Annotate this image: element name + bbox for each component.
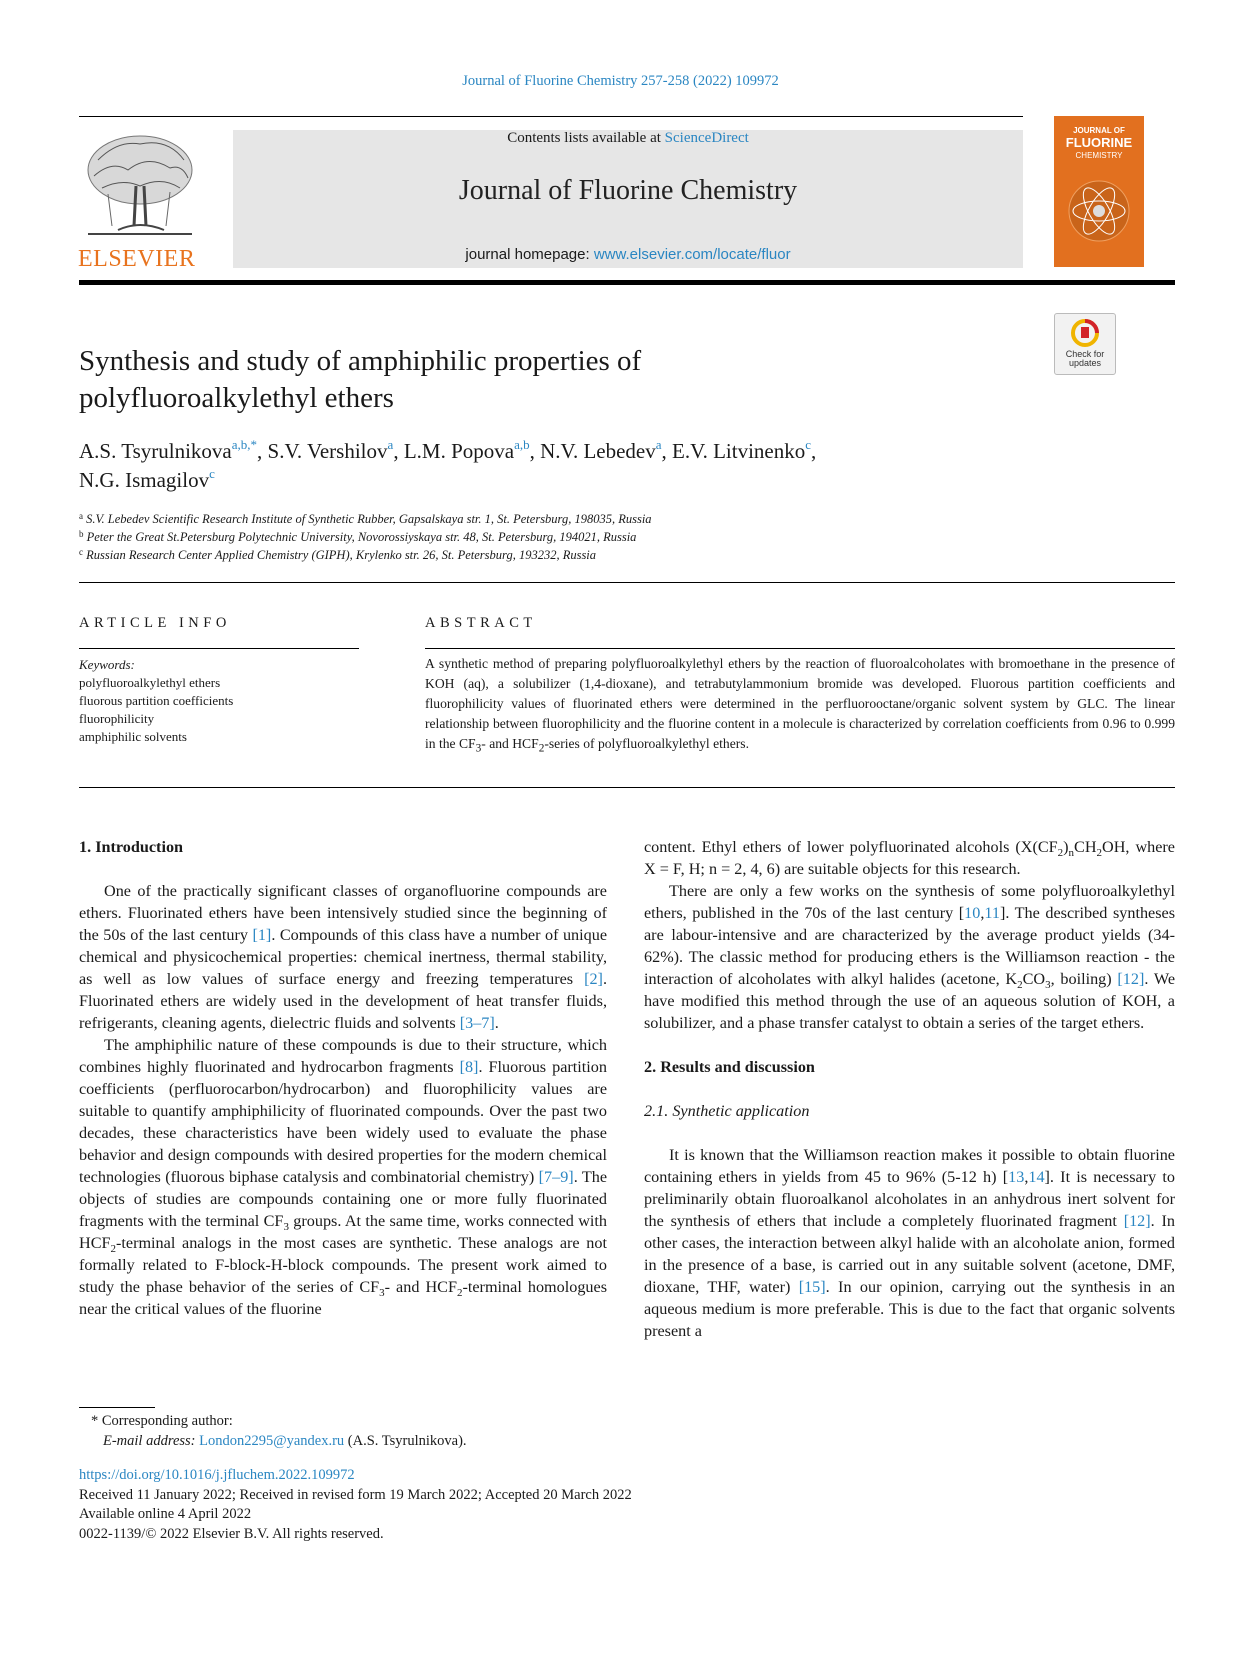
journal-name: Journal of Fluorine Chemistry [458, 175, 798, 206]
paragraph: There are only a few works on the synthesis of some polyfluoroalkylethyl ethers, published in the 70s of the last century [10,11]. The described syntheses are labour-intensive and are characterized by the average product yields (34-62%). The classic method for producing ethers is the Williamson reaction - the interaction of alcoholates with alkyl halides (acetone, $K_2CO_3$, boiling) [12]. We have modified this method through the use of an aqueous solution of KOH, a solubilizer, and a phase transfer catalyst to obtain a series of the target ethers. [644, 882, 1176, 1032]
paragraph: It is known that the Williamson reaction makes it possible to obtain fluorine containing ethers in yields from 45 to 96% (5-12 h) [13,14]. It is necessary to preliminarily obtain fluoroalkanol alcoholates in an anhydrous inert solvent for the synthesis of ethers that include a completely fluorinated fragment [12]. In other cases, the interaction between alkyl halide with an alcoholate anion, formed in the presence of a base, is carried out in any suitable solvent (acetone, DMF, dioxane, THF, water) [15]. In our opinion, carrying out the synthesis in an aqueous medium is more preferable. This is due to the fact that organic solvents present a [644, 1146, 1175, 1340]
reference-link[interactable]: [1] [252, 926, 272, 944]
check-updates-icon [1070, 318, 1100, 348]
copyright-notice: 0022-1139/© 2022 Elsevier B.V. All rights reserved. [79, 1525, 384, 1542]
email-link[interactable]: London2295@yandex.ru [199, 1433, 345, 1449]
contents-prefix: Contents lists available at [507, 130, 665, 146]
atom-icon [1064, 176, 1134, 246]
footnote-rule [79, 1407, 155, 1408]
homepage-prefix: journal homepage: [465, 246, 594, 263]
abstract-rule [425, 648, 1175, 649]
author-name[interactable]: E.V. Litvinenko [672, 439, 806, 463]
author-affiliation-marker[interactable]: a [387, 437, 394, 452]
author-list: A.S. Tsyrulnikova$^{a,b,*}$, S.V. Vershilov$^a$, L.M. Popova$^{a,b}$, N.V. Lebedev$^a$, E.V. Litvinenko$^c$, N.G. Ismagilov$^c$ [79, 437, 817, 492]
publication-info [79, 1466, 979, 1544]
paragraph: The amphiphilic nature of these compounds is due to their structure, which combines highly fluorinated and hydrocarbon fragments [8]. Fluorous partition coefficients (perfluorocarbon/hydrocarbon) and fluorophilicity values are suitable to quantify amphiphilicity of fluorinated compounds. Over the past two decades, these characteristics have been widely used to evaluate the phase behavior and design compounds with desired properties for the modern chemical technologies (fluorous biphase catalysis and combinatorial chemistry) [7–9]. The objects of studies are compounds containing one or more fully fluorinated fragments with the terminal $CF_3$ groups. At the same time, works connected with $HCF_2$-terminal analogs in the most cases are synthetic. These analogs are not formally related to F-block-H-block compounds. The present work aimed to study the phase behavior of the series of $CF_3-$ and $HCF_2$-terminal homologues near the critical values of the fluorine [79, 1036, 608, 1318]
article-info-heading: ARTICLE INFO [79, 615, 231, 631]
homepage-line [233, 246, 1023, 263]
reference-link[interactable]: 11 [984, 904, 1000, 922]
corresponding-author-note: * Corresponding author: [91, 1413, 233, 1429]
sciencedirect-link[interactable]: ScienceDirect [664, 130, 749, 146]
subsection-heading: 2.1. Synthetic application [644, 1102, 810, 1120]
keyword-item: amphiphilic solvents [79, 729, 187, 744]
author-name[interactable]: N.V. Lebedev [540, 439, 656, 463]
elsevier-logo [78, 130, 202, 270]
check-updates-text: Check for updates [1065, 349, 1105, 368]
affiliation-item: $^c$ Russian Research Center Applied Chemistry (GIPH), Krylenko str. 26, St. Petersburg, 193232, Russia [79, 547, 597, 562]
keywords-block [79, 656, 369, 746]
author-affiliation-marker[interactable]: c [805, 437, 812, 452]
author-affiliation-marker[interactable]: c [209, 466, 215, 481]
cover-line-1: JOURNAL OF [1073, 126, 1125, 135]
abstract-text: A synthetic method of preparing polyfluoroalkylethyl ethers by the reaction of fluoroalcoholates with bromoethane in the presence of KOH (aq), a solubilizer (1,4-dioxane), and tetrabutylammonium bromide was developed. Fluorous partition coefficients and fluorophilicity values of fluorinated ethers were determined in the perfluorooctane/organic solvent system by GLC. The linear relationship between fluorophilicity and the fluorine content in a molecule is characterized by correlation coefficients from 0.96 to 0.999 in the $CF_3-$ and $HCF_2$-series of polyfluoroalkylethyl ethers. [425, 656, 1175, 755]
available-online-date: Available online 4 April 2022 [79, 1506, 252, 1522]
journal-cover-image[interactable] [1054, 116, 1144, 267]
section-rule [79, 787, 1175, 788]
reference-link[interactable]: [2] [584, 970, 603, 988]
author-affiliation-marker[interactable]: a,b,* [231, 437, 258, 452]
article-title: Synthesis and study of amphiphilic properties of polyfluoroalkylethyl ethers [79, 345, 642, 414]
footnotes [79, 1411, 979, 1451]
cover-line-3: CHEMISTRY [1075, 151, 1123, 160]
author-name[interactable]: S.V. Vershilov [267, 439, 388, 463]
article-info-rule [79, 648, 359, 649]
author-affiliation-marker[interactable]: a [655, 437, 662, 452]
contents-line [233, 130, 1023, 147]
affiliation-item: $^a$ S.V. Lebedev Scientific Research Institute of Synthetic Rubber, Gapsalskaya str. 1, St. Petersburg, 198035, Russia [79, 511, 652, 526]
body-column-left [79, 836, 607, 1320]
reference-link[interactable]: [7–9] [538, 1168, 574, 1186]
keywords-label: Keywords: [79, 657, 135, 672]
section-heading: 1. Introduction [79, 838, 184, 856]
header-bottom-rule [79, 280, 1175, 285]
reference-link[interactable]: 14 [1028, 1168, 1045, 1186]
affiliation-list [79, 510, 1079, 564]
keyword-item: fluorophilicity [79, 711, 155, 726]
author-name[interactable]: N.G. Ismagilov [79, 468, 210, 492]
journal-citation-link[interactable]: Journal of Fluorine Chemistry 257-258 (2022) 109972 [462, 73, 779, 89]
received-dates: Received 11 January 2022; Received in revised form 19 March 2022; Accepted 20 March 2022 [79, 1486, 632, 1503]
homepage-link[interactable]: www.elsevier.com/locate/fluor [593, 246, 791, 263]
author-affiliation-marker[interactable]: a,b [514, 437, 530, 452]
reference-link[interactable]: 13 [1008, 1168, 1025, 1186]
paragraph: One of the practically significant classes of organofluorine compounds are ethers. Fluorinated ethers have been intensively studied since the beginning of the 50s of the last century [1]. Compounds of this class have a number of unique chemical and physicochemical properties: chemical inertness, thermal stability, as well as low values of surface energy and freezing temperatures [2]. Fluorinated ethers are widely used in the development of heat transfer fluids, refrigerants, cleaning agents, dielectric fluids and solvents [3–7]. [79, 882, 608, 1032]
check-for-updates-button[interactable] [1054, 313, 1116, 375]
keyword-item: polyfluoroalkylethyl ethers [79, 675, 221, 690]
doi-link[interactable]: https://doi.org/10.1016/j.jfluchem.2022.109972 [79, 1467, 355, 1483]
cover-line-2: FLUORINE [1065, 135, 1133, 150]
keyword-item: fluorous partition coefficients [79, 693, 234, 708]
reference-link[interactable]: 10 [964, 904, 981, 922]
reference-link[interactable]: [3–7] [459, 1014, 495, 1032]
abstract-heading: ABSTRACT [425, 615, 537, 631]
header-top-rule [79, 116, 1023, 117]
body-column-right [644, 836, 1175, 1342]
affiliation-item: $^b$ Peter the Great St.Petersburg Polytechnic University, Novorossiyskaya str. 48, St. Petersburg, 194021, Russia [79, 529, 637, 544]
tree-icon [78, 130, 202, 242]
email-line: E-mail address: London2295@yandex.ru (A.S. Tsyrulnikova). [103, 1433, 467, 1449]
section-heading: 2. Results and discussion [644, 1058, 815, 1076]
paragraph: content. Ethyl ethers of lower polyfluorinated alcohols ($X(CF_2)_nCH_2OH$, where X = F, H; n = 2, 4, 6) are suitable objects for this research. [644, 838, 1175, 878]
reference-link[interactable]: [8] [459, 1058, 479, 1076]
section-rule [79, 582, 1175, 583]
reference-link[interactable]: [15] [798, 1278, 826, 1296]
publisher-name: ELSEVIER [78, 246, 196, 272]
reference-link[interactable]: [12] [1123, 1212, 1151, 1230]
author-name[interactable]: A.S. Tsyrulnikova [79, 439, 232, 463]
reference-link[interactable]: [12] [1117, 970, 1145, 988]
author-name[interactable]: L.M. Popova [403, 439, 515, 463]
